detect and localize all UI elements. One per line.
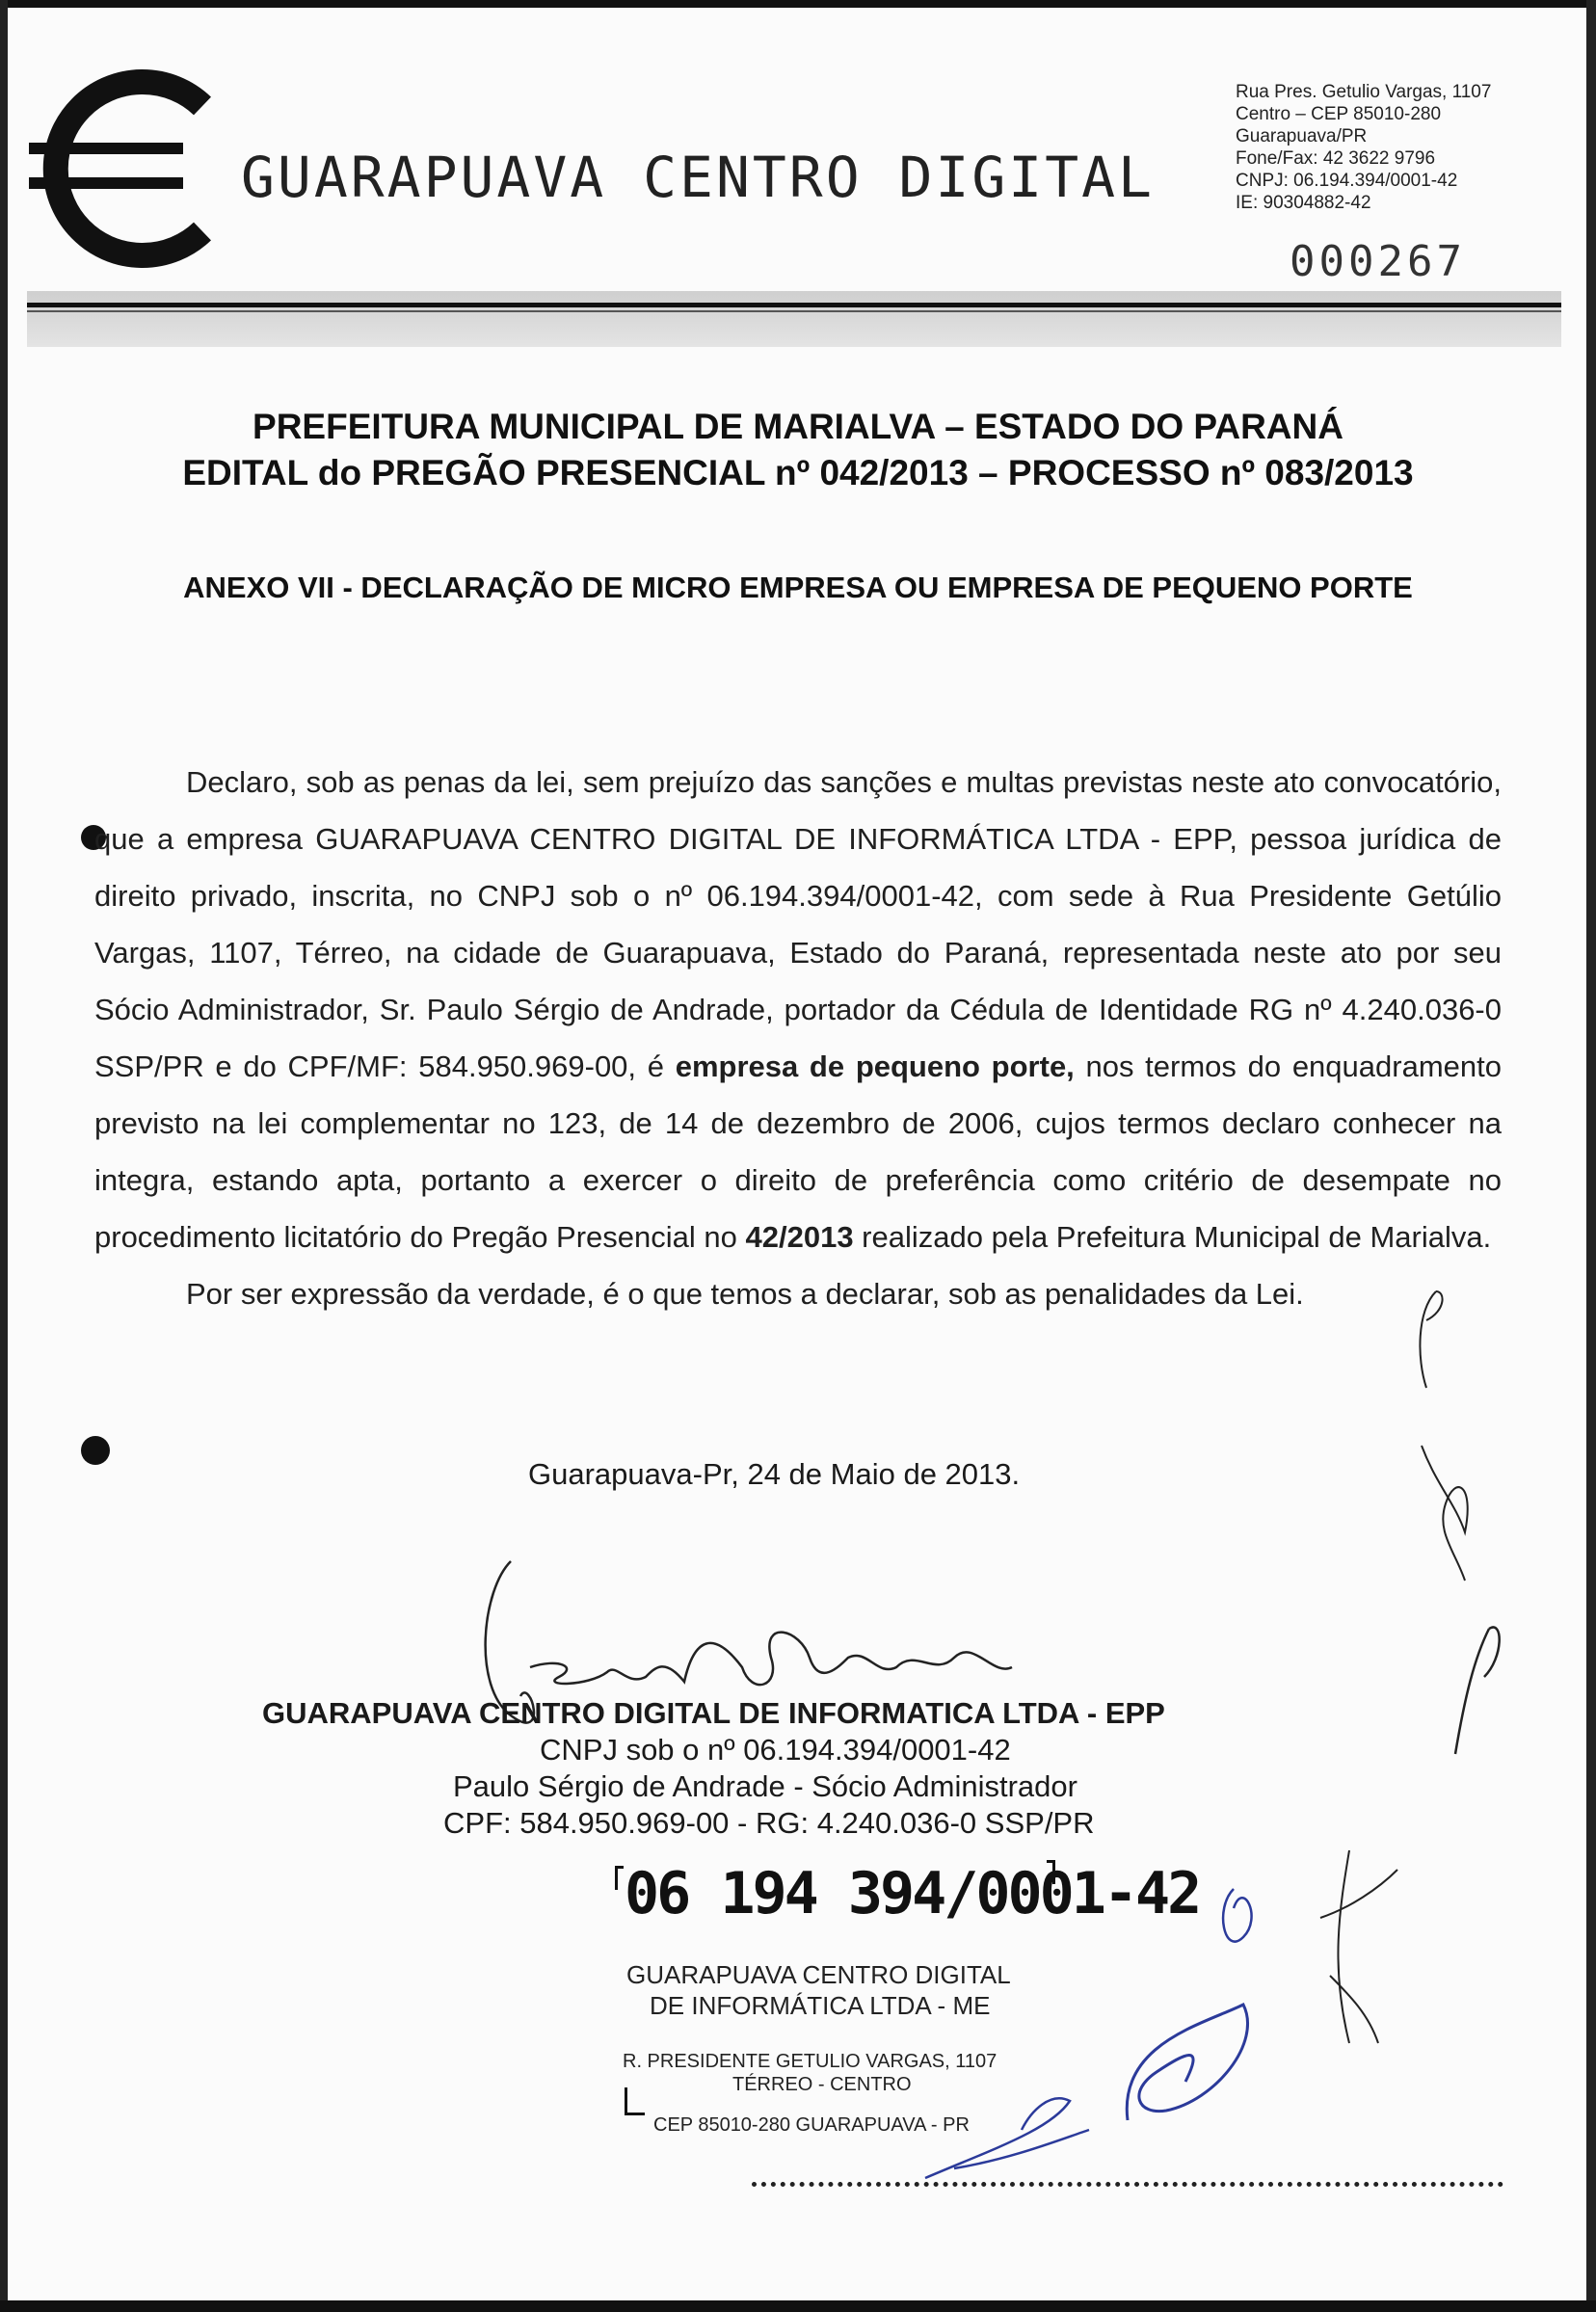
header-rule-thin (27, 310, 1561, 312)
stamp-bracket (1047, 1860, 1055, 1884)
address-line: CNPJ: 06.194.394/0001-42 (1236, 171, 1458, 191)
signature-scribble (453, 1552, 1089, 1764)
declaration-bold-text: 42/2013 (745, 1220, 854, 1254)
address-line: Centro – CEP 85010-280 (1236, 104, 1442, 124)
signature-ids: CPF: 584.950.969-00 - RG: 4.240.036-0 SSP/PR (443, 1806, 1095, 1840)
heading-municipality: PREFEITURA MUNICIPAL DE MARIALVA – ESTADO DO PARANÁ (253, 407, 1343, 446)
stamp-corner (625, 2087, 645, 2115)
declaration-text: Declaro, sob as penas da lei, sem prejuízo das sanções e multas previstas neste ato convocatório, que a empresa GUARAPUAVA CENTRO DIGITAL DE INFORMÁTICA LTDA - EPP, pessoa jurídica de direito privado, inscrita, no CNPJ sob o nº 06.194.394/0001-42, com sede à Rua Presidente Getúlio Vargas, 1107, Térreo, na cidade de Guarapuava, Estado do Paraná, representada neste ato por seu Sócio Administrador, Sr. Paulo Sérgio de Andrade, portador da Cédula de Identidade RG nº 4.240.036-0 SSP/PR e do CPF/MF: 584.950.969-00, é (94, 765, 1502, 1083)
page-number-stamp: 000267 (1290, 237, 1466, 286)
address-line: Rua Pres. Getulio Vargas, 1107 (1236, 82, 1492, 102)
header-rule (27, 303, 1561, 307)
page-border-left (0, 0, 8, 2312)
declaration-body (94, 754, 1502, 1322)
euro-logo-icon (29, 77, 222, 260)
declaration-paragraph (94, 754, 1502, 1265)
signature-name-role: Paulo Sérgio de Andrade - Sócio Administrador (453, 1769, 1077, 1803)
letterhead-address (1236, 81, 1491, 214)
stamp-address-line: CEP 85010-280 GUARAPUAVA - PR (653, 2114, 970, 2136)
address-line: Fone/Fax: 42 3622 9796 (1236, 148, 1436, 169)
heading-annex: ANEXO VII - DECLARAÇÃO DE MICRO EMPRESA OU EMPRESA DE PEQUENO PORTE (183, 571, 1413, 604)
page-border-bottom (0, 2300, 1596, 2312)
page-border-top (0, 0, 1596, 8)
declaration-bold-text: empresa de pequeno porte, (675, 1050, 1075, 1083)
letterhead-company-name: GUARAPUAVA CENTRO DIGITAL (241, 145, 1155, 210)
declaration-text: nos termos do enquadramento previsto na lei complementar no 123, de 14 de dezembro de 2006, cujos termos declaro conhecer na integra, estando apta, portanto a exercer o direito de preferência como critério de desempate no procedimento licitatório do Pregão Presencial no (94, 1050, 1502, 1254)
signature-company: GUARAPUAVA CENTRO DIGITAL DE INFORMATICA LTDA - EPP (262, 1696, 1165, 1730)
dateline: Guarapuava-Pr, 24 de Maio de 2013. (528, 1457, 1021, 1491)
stamp-bracket (615, 1866, 624, 1890)
stamp-address-line: R. PRESIDENTE GETULIO VARGAS, 1107 (623, 2051, 998, 2072)
header-band (27, 291, 1561, 347)
closing-paragraph: Por ser expressão da verdade, é o que temos a declarar, sob as penalidades da Lei. (186, 1277, 1304, 1311)
stamp-cnpj-number: 06 194 394/0001-42 (625, 1860, 1200, 1927)
dotted-line (752, 2182, 1503, 2187)
address-line: Guarapuava/PR (1236, 126, 1368, 146)
signature-cnpj: CNPJ sob o nº 06.194.394/0001-42 (540, 1733, 1011, 1767)
declaration-text: realizado pela Prefeitura Municipal de Marialva. (853, 1220, 1492, 1254)
stamp-address-line: TÉRREO - CENTRO (732, 2074, 912, 2095)
punch-hole-mark (81, 1436, 110, 1465)
blue-ink-initials (1205, 1850, 1417, 2082)
margin-initials (1397, 1272, 1571, 1793)
page-border-right (1586, 0, 1596, 2312)
stamp-name-line: DE INFORMÁTICA LTDA - ME (650, 1991, 991, 2020)
address-line: IE: 90304882-42 (1236, 193, 1371, 213)
heading-edital: EDITAL do PREGÃO PRESENCIAL nº 042/2013 – PROCESSO nº 083/2013 (182, 453, 1414, 492)
stamp-name-line: GUARAPUAVA CENTRO DIGITAL (626, 1960, 1011, 1989)
